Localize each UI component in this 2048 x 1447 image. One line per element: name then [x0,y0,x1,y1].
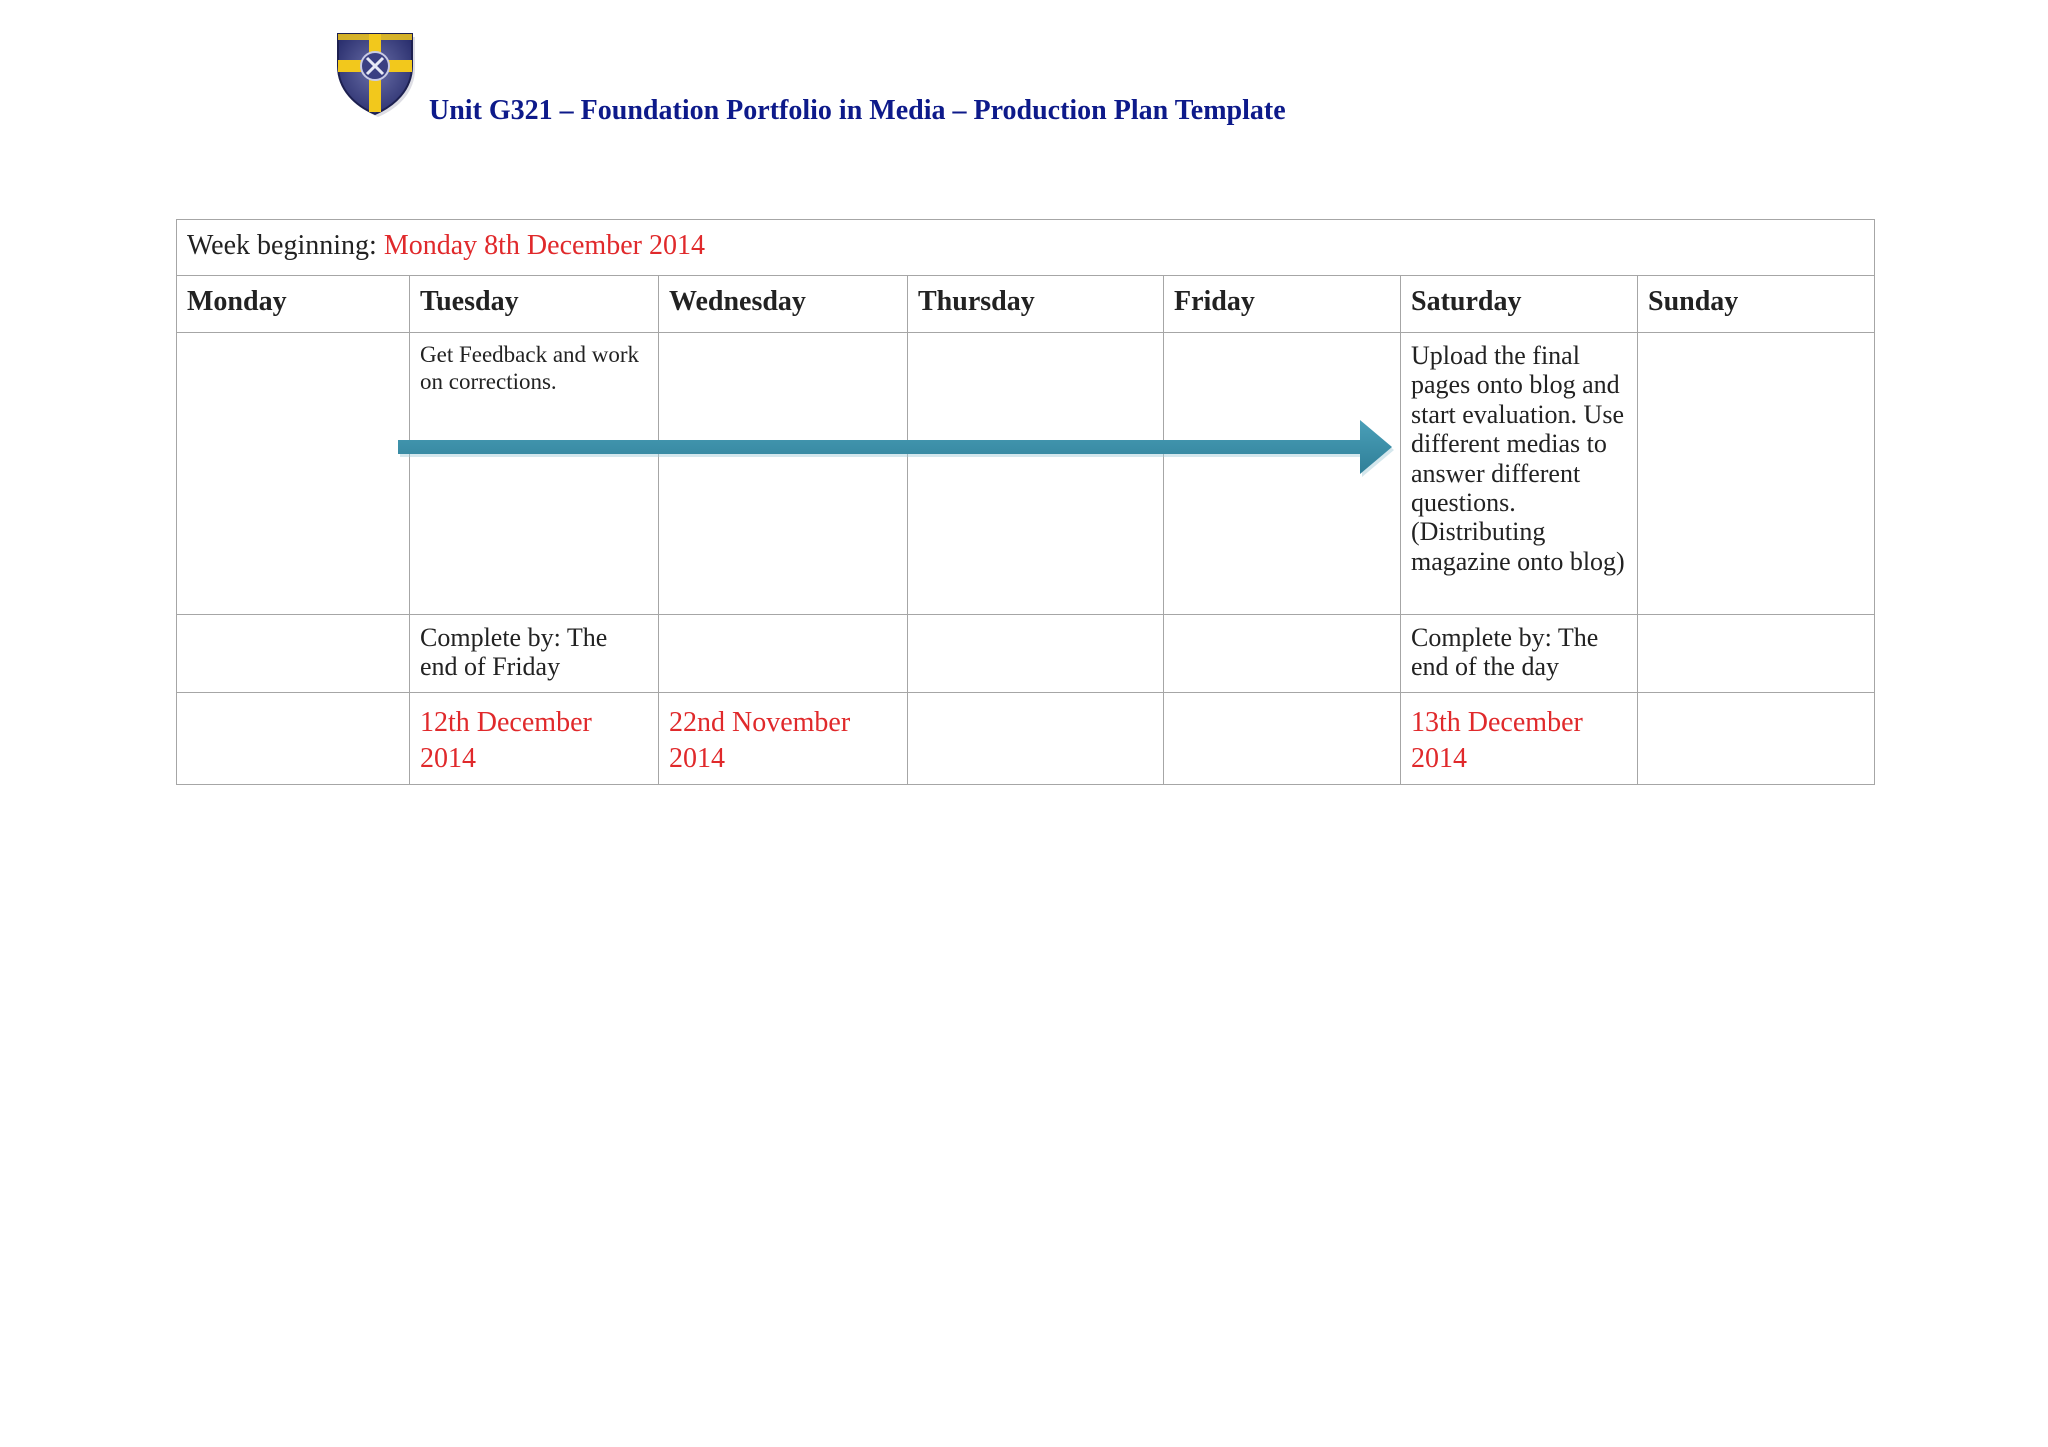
date-cell-friday[interactable] [1164,693,1401,785]
complete-by-cell-tuesday[interactable]: Complete by: The end of Friday [410,615,659,693]
date-cell-monday[interactable] [177,693,410,785]
week-beginning-cell[interactable] [177,220,1875,276]
task-cell-tuesday[interactable]: Get Feedback and work on corrections. [410,333,659,615]
week-beginning-date: Monday 8th December 2014 [383,230,705,261]
school-crest-icon [330,26,420,118]
day-header-saturday: Saturday [1401,276,1638,333]
task-cell-sunday[interactable] [1638,333,1875,615]
production-plan-table [176,219,1875,785]
day-header-monday: Monday [177,276,410,333]
complete-by-cell-saturday[interactable]: Complete by: The end of the day [1401,615,1638,693]
day-header-wednesday: Wednesday [659,276,908,333]
date-cell-wednesday[interactable]: 22nd November 2014 [659,693,908,785]
date-cell-saturday[interactable]: 13th December 2014 [1401,693,1638,785]
complete-by-cell-thursday[interactable] [908,615,1164,693]
day-header-friday: Friday [1164,276,1401,333]
complete-by-cell-sunday[interactable] [1638,615,1875,693]
week-beginning-label: Week beginning: [187,230,384,261]
task-cell-saturday[interactable]: Upload the final pages onto blog and start evaluation. Use different medias to answer different questions. (Distributing magazine onto blog) [1401,333,1638,615]
complete-by-cell-friday[interactable] [1164,615,1401,693]
date-row [177,693,1875,785]
complete-by-cell-monday[interactable] [177,615,410,693]
task-cell-monday[interactable] [177,333,410,615]
day-header-sunday: Sunday [1638,276,1875,333]
day-header-row [177,276,1875,333]
date-cell-tuesday[interactable]: 12th December 2014 [410,693,659,785]
complete-by-cell-wednesday[interactable] [659,615,908,693]
date-cell-sunday[interactable] [1638,693,1875,785]
day-header-tuesday: Tuesday [410,276,659,333]
complete-by-row [177,615,1875,693]
document-title: Unit G321 – Foundation Portfolio in Media – Production Plan Template [429,95,1286,126]
date-cell-thursday[interactable] [908,693,1164,785]
arrow-right-icon [396,416,1394,478]
week-row [177,220,1875,276]
day-header-thursday: Thursday [908,276,1164,333]
